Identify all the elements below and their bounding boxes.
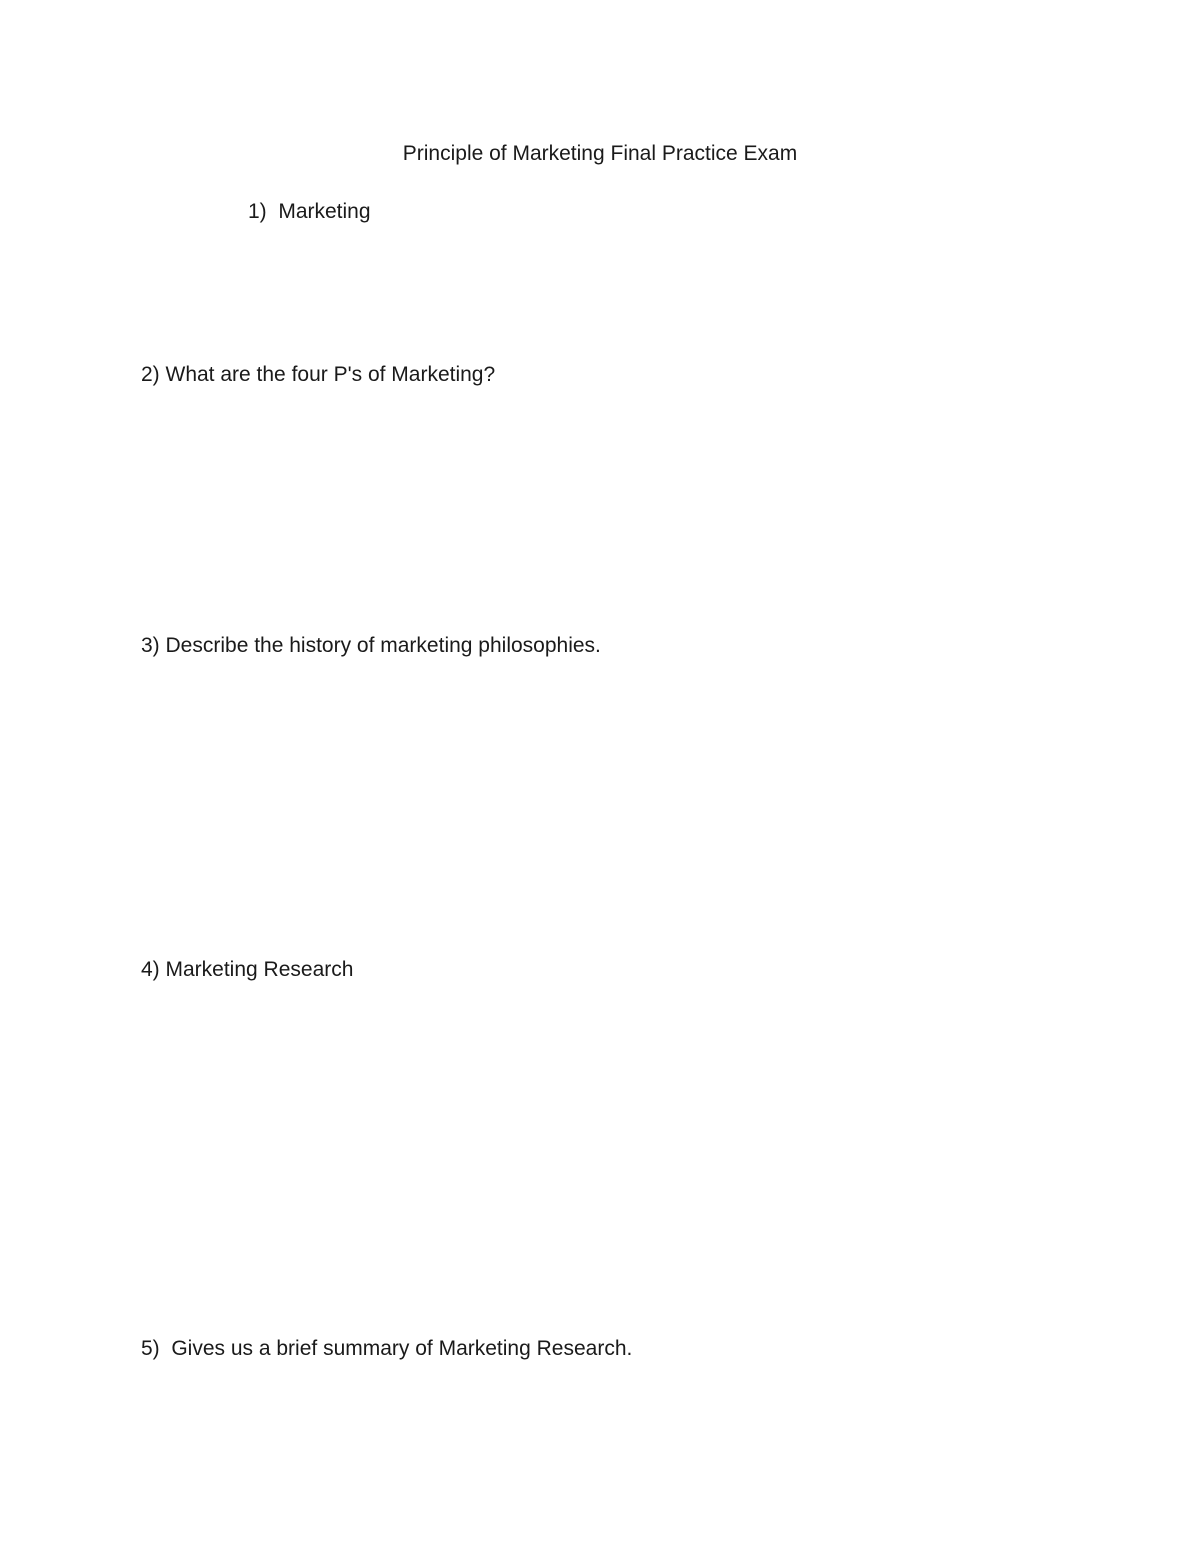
question-3: 3) Describe the history of marketing philosophies. xyxy=(141,634,601,657)
question-1: 1) Marketing xyxy=(248,200,371,223)
question-2: 2) What are the four P's of Marketing? xyxy=(141,363,496,386)
document-title: Principle of Marketing Final Practice Exam xyxy=(402,142,798,165)
question-4: 4) Marketing Research xyxy=(141,958,354,981)
question-5: 5) Gives us a brief summary of Marketing Research. xyxy=(141,1337,633,1360)
